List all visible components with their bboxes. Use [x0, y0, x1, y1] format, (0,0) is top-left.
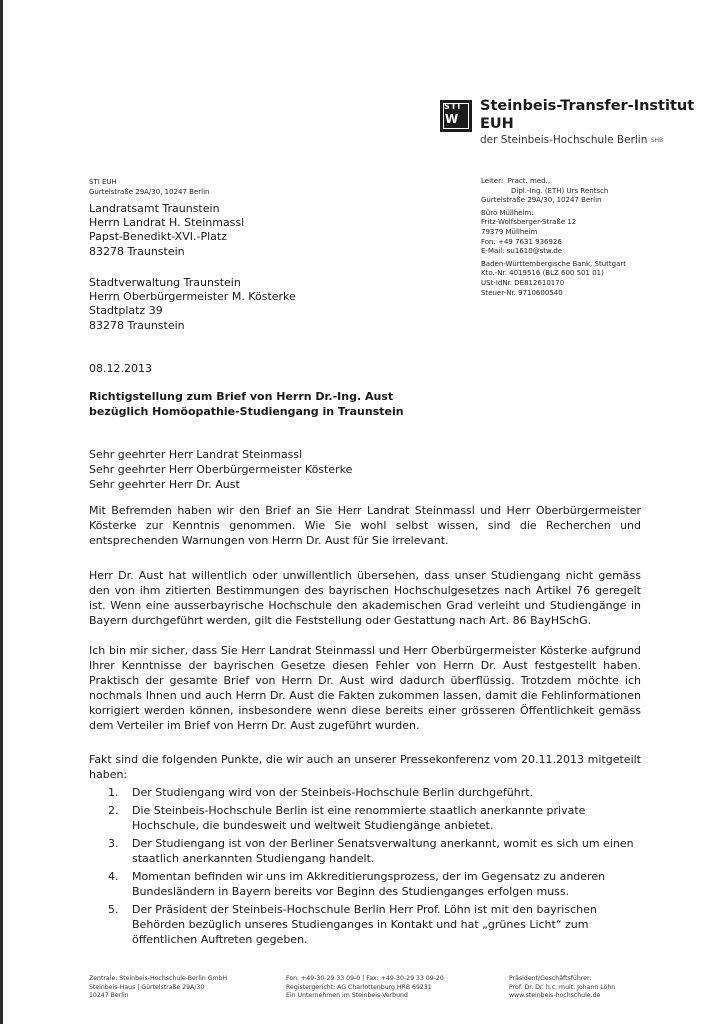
logo-title: Steinbeis-Transfer-Institut: [480, 98, 695, 114]
paragraph-1: Mit Befremden haben wir den Brief an Sie Herr Landrat Steinmassl und Herr Oberbürgermeister Kösterke zur Kenntnis genommen. Wie Sie wohl selbst wissen, sind die Recherchen und entsprechenden Warnungen von Herrn Dr. Aust für Sie irrelevant.: [89, 504, 641, 547]
website-link: www.steinbeis-hochschule.de: [509, 992, 601, 1000]
list-item: 3. Der Studiengang ist von der Berliner Senatsverwaltung anerkannt, womit es sich um einen staatlich anerkannten Studiengang handelt.: [108, 837, 634, 865]
logo-subtitle: EUH: [480, 116, 514, 132]
letter-date: 08.12.2013: [89, 362, 152, 375]
list-item: 1. Der Studiengang wird von der Steinbeis-Hochschule Berlin durchgeführt.: [108, 786, 534, 799]
footer-column-3: Präsident/Geschäftsführer: Prof. Dr. Dr. h.c. mult. Johann Löhn www.steinbeis-hochschule.de: [509, 975, 616, 1000]
sender-name: STI EUH: [89, 178, 117, 186]
email-link: E-Mail: su1610@stw.de: [481, 247, 563, 256]
logo-mark-icon: STI W: [440, 100, 472, 132]
footer-column-2: Fon: +49-30-29 33 09-0 | Fax: +49-30-29 33 09-20 Registergericht: AG Charlottenburg HRB 69231 Ein Unternehmen im Steinbeis-Verbund: [286, 975, 444, 1000]
recipient-address-2: Stadtverwaltung Traunstein Herrn Oberbürgermeister M. Kösterke Stadtplatz 39 83278 Traunstein: [89, 276, 296, 332]
paragraph-4: Fakt sind die folgenden Punkte, die wir auch an unserer Pressekonferenz vom 20.11.2013 mitgeteilt haben:: [89, 753, 641, 781]
list-item: 2. Die Steinbeis-Hochschule Berlin ist eine renommierte staatlich anerkannte private Hochschule, die bundesweit und weltweit Studiengänge anbietet.: [108, 804, 586, 832]
page-edge: [0, 0, 3, 1024]
facts-list: [108, 785, 648, 950]
logo-tagline: der Steinbeis-Hochschule Berlin SHB: [480, 134, 664, 146]
info-column: Leiter: Pract. med., Dipl.-Ing. (ETH) Urs Rentsch Gürtelstraße 29A/30, 10247 Berlin Büro Müllheim: Fritz-Wolfsberger-Straße 12 79379 Müllheim Fon: +49 7631 936926 E-Mail: su1610@stw.de Baden-Württembergische Bank, Stuttgart Kto.-Nr. 4019516 (BLZ 600 501 01) USt-IdNr. DE812610170 Steuer-Nr. 9710600540: [481, 177, 711, 298]
sender-block: [89, 177, 329, 197]
salutations: Sehr geehrter Herr Landrat Steinmassl Sehr geehrter Herr Oberbürgermeister Kösterke Sehr geehrter Herr Dr. Aust: [89, 448, 353, 491]
paragraph-2: Herr Dr. Aust hat willentlich oder unwillentlich übersehen, dass unser Studiengang nicht gemäss den von ihm zitierten Bestimmungen des bayrischen Hochschulgesetzes nach Artikel 76 geregelt ist. Wenn eine ausserbayrische Hochschule den akademischen Grad verleiht und Studiengänge in Bayern durchgeführt werden, gilt die Feststellung oder Gestattung nach Art. 86 BayHSchG.: [89, 569, 641, 627]
sender-address: Gürtelstraße 29A/30, 10247 Berlin: [89, 188, 210, 196]
letter-subject: Richtigstellung zum Brief von Herrn Dr.-Ing. Aust bezüglich Homöopathie-Studiengang in Traunstein: [89, 390, 404, 418]
paragraph-3: Ich bin mir sicher, dass Sie Herr Landrat Steinmassl und Herr Oberbürgermeister Kösterke aufgrund Ihrer Kenntnisse der bayrischen Gesetze diesen Fehler von Herrn Dr. Aust festgestellt haben. Praktisch der gesamte Brief von Herrn Dr. Aust wird dadurch überflüssig. Trotzdem möchte ich nochmals Ihnen und auch Herrn Dr. Aust die Fakten zukommen lassen, damit die Fehlinformationen korrigiert werden können, insbesondere wenn diese bereits einer grösseren Öffentlichkeit gemäss dem Verteiler im Brief von Herrn Dr. Aust zugeführt wurden.: [89, 644, 641, 732]
recipient-address-1: Landratsamt Traunstein Herrn Landrat H. Steinmassl Papst-Benedikt-XVI.-Platz 83278 Traunstein: [89, 202, 245, 258]
institute-logo: [440, 96, 720, 152]
footer-column-1: Zentrale: Steinbeis-Hochschule-Berlin GmbH Steinbeis-Haus | Gürtelstraße 29A/30 10247 Berlin: [89, 975, 228, 1000]
list-item: 4. Momentan befinden wir uns im Akkreditierungsprozess, der im Gegensatz zu anderen Bundesländern in Bayern bereits vor Beginn des Studienganges erfolgen muss.: [108, 870, 606, 898]
list-item: 5. Der Präsident der Steinbeis-Hochschule Berlin Herr Prof. Löhn ist mit den bayrischen Behörden bezüglich unseres Studienganges in Kontakt und hat „grünes Licht“ zum öffentlichen Auftreten gegeben.: [108, 903, 597, 946]
